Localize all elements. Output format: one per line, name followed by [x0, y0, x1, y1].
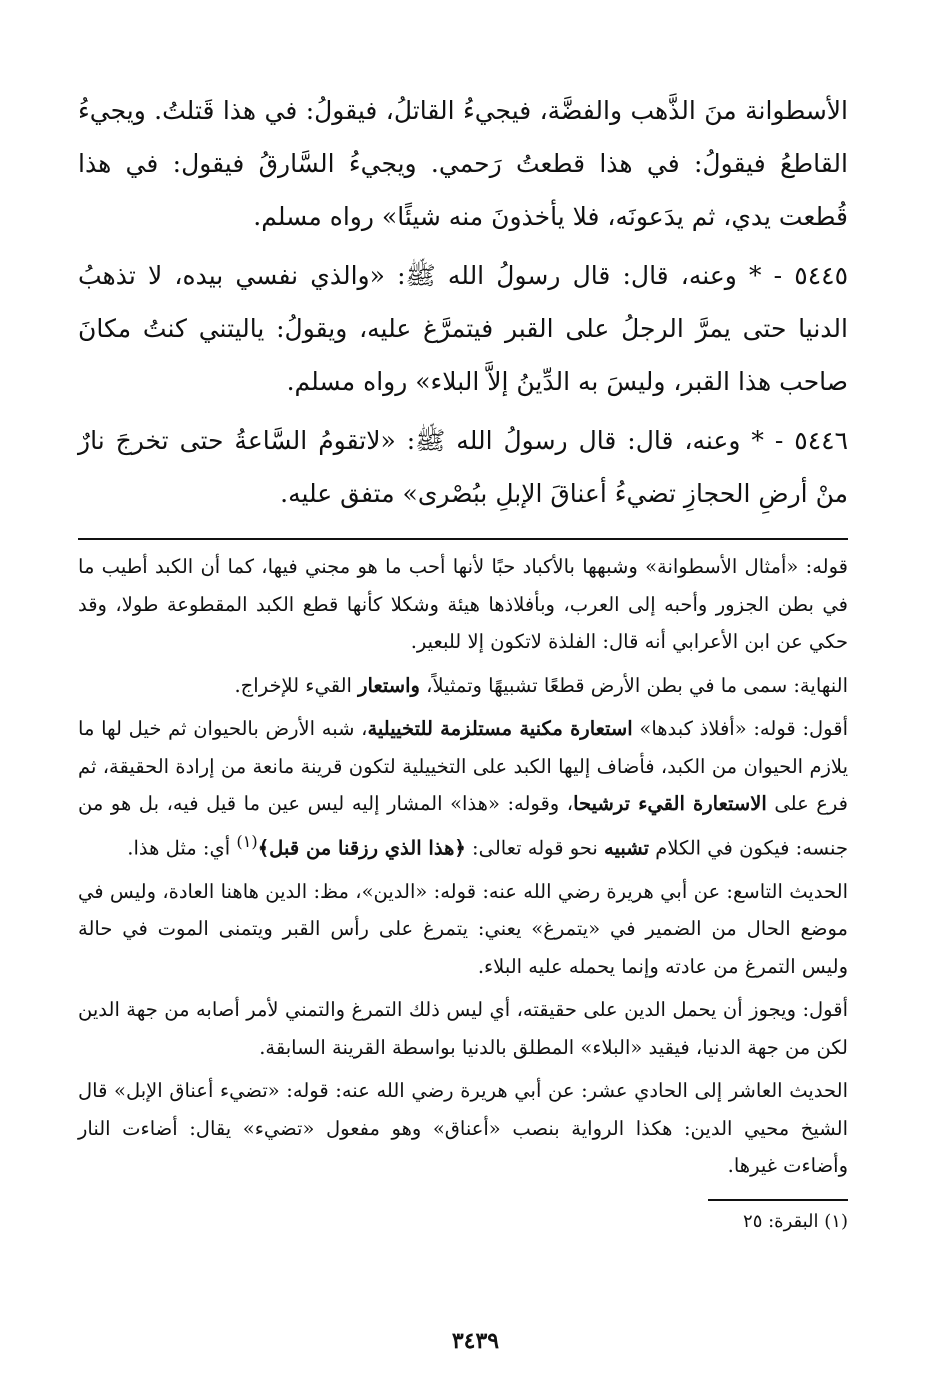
bold-term: الاستعارة القيء ترشيحا	[573, 792, 767, 815]
footnote-marker: (١)	[236, 831, 258, 851]
commentary-paragraph-6: الحديث العاشر إلى الحادي عشر: عن أبي هريرة رضي الله عنه: قوله: «تضيء أعناق الإبل» قال الشيخ محيي الدين: هكذا الرواية بنصب «أعناق» وهو مفعول «تضيء» يقال: أضاءت النار وأضاءت غيرها.	[78, 1079, 848, 1177]
footnote-divider	[708, 1199, 848, 1201]
page-number: ٣٤٣٩	[451, 1328, 500, 1354]
hadith-5445: ٥٤٤٥ - * وعنه، قال: قال رسولُ الله ﷺ: «والذي نفسي بيده، لا تذهبُ الدنيا حتى يمرَّ الرجلُ على القبر فيتمرَّغ عليه، ويقولُ: ياليتني كنتُ مكانَ صاحب هذا القبر، وليسَ به الدِّينُ إلاَّ البلاء» رواه مسلم.	[78, 261, 848, 396]
commentary-paragraph-4: الحديث التاسع: عن أبي هريرة رضي الله عنه: قوله: «الدين»، مظ: الدين هاهنا العادة، وليس في موضع الحال من الضمير في «يتمرغ» يعني: يتمرغ على رأس القبر ويتمنى الموت في حالة وليس التمرغ من عادته وإنما يحمله عليه البلاء.	[78, 879, 848, 978]
bold-term: استعارة مكنية مستلزمة للتخييلية	[367, 717, 633, 740]
commentary-paragraph-1: قوله: «أمثال الأسطوانة» وشبهها بالأكباد حبًا لأنها أحب ما هو مجني فيها، كما أن الكبد أطيب ما في بطن الجزور وأحبه إلى العرب، وبأفلاذها هيئة وشكلا كأنها قطع الكبد المقطوعة طولا، وقد حكي عن ابن الأعرابي أنه قال: الفلذة لاتكون إلا للبعير.	[78, 555, 848, 653]
hadith-text	[78, 84, 848, 520]
page-body	[78, 84, 848, 1237]
text-span: أقول: قوله: «أفلاذ كبدها»	[632, 717, 848, 740]
text-span: ، وقوله: «هذا» المشار إليه ليس عين ما قيل فيه، بل هو من جنسه: فيكون في الكلام	[78, 792, 848, 859]
commentary-paragraph-2	[78, 667, 848, 705]
hadith-paragraph-1: الأسطوانة منَ الذَّهب والفضَّة، فيجيءُ القاتلُ، فيقولُ: في هذا قَتلتُ. ويجيءُ القاطعُ فيقولُ: في هذا قطعتُ رَحمي. ويجيءُ السَّارقُ فيقول: في هذا قُطعت يدي، ثم يدَعونَه، فلا يأخذونَ منه شيئًا» رواه مسلم.	[78, 96, 848, 231]
text-span: القيء للإخراج.	[234, 673, 359, 697]
bold-term: تشبيه	[604, 836, 650, 859]
text-span: النهاية: سمى ما في بطن الأرض قطعًا تشبيهًا وتمثيلاً،	[419, 673, 848, 697]
hadith-5446: ٥٤٤٦ - * وعنه، قال: قال رسولُ الله ﷺ: «لاتقومُ السَّاعةُ حتى تخرجَ نارٌ منْ أرضِ الحجازِ تضيءُ أعناقَ الإبلِ ببُصْرى» متفق عليه.	[78, 426, 848, 508]
section-divider	[78, 538, 848, 540]
commentary	[78, 548, 848, 1185]
bold-term: واستعار	[358, 673, 420, 697]
quran-quote: ﴿هذا الذي رزقنا من قبل﴾	[257, 836, 466, 859]
commentary-paragraph-5: أقول: ويجوز أن يحمل الدين على حقيقته، أي ليس ذلك التمرغ والتمني لأمر أصابه من جهة الدين لكن من جهة الدنيا، فيقيد «البلاء» المطلق بالدنيا بواسطة القرينة السابقة.	[78, 998, 848, 1059]
footnote: (١) البقرة: ٢٥	[743, 1210, 848, 1232]
text-span: ، شبه الأرض بالحيوان ثم خيل لها ما يلازم الحيوان من الكبد، فأضاف إليها الكبد على التخييلية لتكون قرينة مانعة من إرادة الحقيقة، ثم فرع على	[78, 717, 848, 815]
text-span: نحو قوله تعالى:	[465, 836, 605, 859]
commentary-paragraph-3	[78, 710, 848, 867]
text-span: أي: مثل هذا.	[127, 836, 237, 859]
